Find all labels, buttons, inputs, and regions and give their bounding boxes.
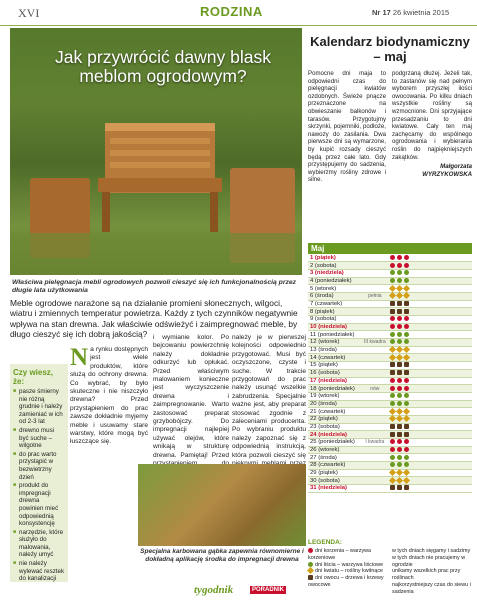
tip-item: ■ do prac warto przystąpić w bezwietrzny dzień: [13, 451, 65, 481]
day-type-icon: [397, 462, 402, 467]
brand-badge: PORADNIK: [252, 587, 285, 593]
calendar-month: Maj: [308, 243, 472, 254]
day-type-icon: [403, 285, 410, 292]
day-type-icon: [403, 469, 410, 476]
day-type-cell: [388, 485, 472, 493]
calendar-author: Małgorzata WYRZYKOWSKA: [422, 163, 472, 178]
legend-right: [392, 548, 472, 596]
day-type-cell: [388, 323, 472, 331]
legend-item: [308, 568, 388, 575]
moon-phase: I kwadra: [362, 439, 388, 447]
calendar-title: Kalendarz biodynamiczny – maj: [310, 34, 470, 64]
day-type-icon: [404, 278, 409, 283]
calendar-row: [308, 385, 472, 393]
calendar-row: [308, 439, 472, 447]
calendar-row: [308, 485, 472, 493]
day-type-icon: [397, 278, 402, 283]
day-type-icon: [390, 462, 395, 467]
day-type-icon: [396, 346, 403, 353]
moon-phase: [362, 369, 388, 377]
day-type-cell: [388, 415, 472, 423]
calendar-row: [308, 339, 472, 347]
tip-item: ■ nie należy wylewać resztek do kanalizacji: [13, 560, 65, 583]
day-type-cell: [388, 469, 472, 477]
day-type-icon: [404, 339, 409, 344]
calendar-row: [308, 300, 472, 308]
day-type-cell: [388, 462, 472, 470]
day-type-icon: [390, 424, 395, 429]
calendar-row: [308, 423, 472, 431]
moon-phase: [362, 254, 388, 262]
sponge-photo: [138, 464, 306, 546]
day-type-cell: [388, 431, 472, 439]
day-type-icon: [390, 439, 395, 444]
day-type-icon: [404, 362, 409, 367]
calendar-day: 18 (poniedziałek): [308, 385, 362, 393]
day-type-icon: [397, 386, 402, 391]
moon-phase: [362, 269, 388, 277]
day-type-cell: [388, 300, 472, 308]
day-type-icon: [404, 432, 409, 437]
calendar-day: 21 (czwartek): [308, 408, 362, 416]
calendar-day: 27 (środa): [308, 454, 362, 462]
moon-phase: [362, 415, 388, 423]
calendar-row: [308, 377, 472, 385]
calendar-row: [308, 431, 472, 439]
day-type-icon: [397, 332, 402, 337]
moon-phase: [362, 308, 388, 316]
calendar-legend: [308, 539, 472, 595]
day-type-icon: [397, 424, 402, 429]
moon-phase: [362, 300, 388, 308]
day-type-icon: [390, 455, 395, 460]
publication-footer: [168, 584, 308, 598]
article-title: Jak przywrócić dawny blask meblom ogrodowym?: [55, 47, 271, 86]
day-type-icon: [397, 309, 402, 314]
tip-item: ■ produkt do impregnacji drewna powinien mieć odpowiednią konsystencję: [13, 482, 65, 528]
calendar-day: 31 (niedziela): [308, 485, 362, 493]
calendar-row: [308, 446, 472, 454]
day-type-cell: [388, 362, 472, 370]
calendar-day: 24 (niedziela): [308, 431, 362, 439]
calendar-row: [308, 369, 472, 377]
day-type-icon: [403, 292, 410, 299]
day-type-icon: [403, 408, 410, 415]
calendar-row: [308, 392, 472, 400]
day-type-icon: [396, 415, 403, 422]
day-type-icon: [390, 370, 395, 375]
moon-phase: [362, 346, 388, 354]
did-you-know-box: [10, 364, 68, 582]
dropcap: N: [70, 344, 89, 371]
calendar-day: 14 (czwartek): [308, 354, 362, 362]
day-type-icon: [404, 332, 409, 337]
day-type-icon: [390, 301, 395, 306]
calendar-day: 17 (niedziela): [308, 377, 362, 385]
legend-item: unikamy wszelkich prac przy roślinach: [392, 568, 461, 582]
day-type-cell: [388, 277, 472, 285]
calendar-day: 9 (sobota): [308, 316, 362, 324]
day-type-icon: [390, 401, 395, 406]
calendar-day: 8 (piątek): [308, 308, 362, 316]
calendar-row: [308, 477, 472, 485]
day-type-icon: [404, 386, 409, 391]
photo-caption: Właściwa pielęgnacja mebli ogrodowych pozwoli cieszyć się ich funkcjonalnością przez długie lata użytkowania: [12, 279, 297, 294]
day-type-cell: [388, 423, 472, 431]
flower-day-icon: [307, 567, 314, 574]
calendar-day: 23 (sobota): [308, 423, 362, 431]
day-type-icon: [390, 316, 395, 321]
day-type-icon: [397, 339, 402, 344]
leaf-day-icon: [308, 562, 313, 567]
moon-phase: [362, 362, 388, 370]
calendar-row: [308, 323, 472, 331]
day-type-icon: [404, 255, 409, 260]
root-day-icon: [308, 548, 313, 553]
day-type-icon: [404, 309, 409, 314]
day-type-icon: [389, 415, 396, 422]
calendar-row: [308, 415, 472, 423]
day-type-icon: [397, 316, 402, 321]
day-type-icon: [397, 432, 402, 437]
day-type-icon: [390, 255, 395, 260]
day-type-icon: [404, 270, 409, 275]
day-type-icon: [390, 278, 395, 283]
day-type-cell: [388, 331, 472, 339]
moon-phase: III kwadra: [364, 339, 386, 346]
day-type-icon: [404, 301, 409, 306]
calendar-day: 22 (piątek): [308, 415, 362, 423]
day-type-icon: [397, 362, 402, 367]
day-type-icon: [397, 263, 402, 268]
day-type-icon: [397, 485, 402, 490]
day-type-icon: [396, 477, 403, 484]
issue-date: 26 kwietnia 2015: [392, 8, 450, 17]
calendar-day: 26 (wtorek): [308, 446, 362, 454]
calendar-day: 6 (środa): [308, 292, 362, 300]
calendar-row: [308, 262, 472, 270]
day-type-icon: [396, 354, 403, 361]
day-type-icon: [397, 270, 402, 275]
moon-phase: pełnia: [362, 292, 388, 300]
moon-phase: [362, 400, 388, 408]
day-type-icon: [390, 324, 395, 329]
issue-info: [372, 8, 449, 17]
article-column-1: [70, 346, 148, 447]
day-type-icon: [404, 424, 409, 429]
moon-phase: [362, 485, 388, 493]
legend-item: [308, 548, 388, 562]
calendar-day: 10 (niedziela): [308, 323, 362, 331]
day-type-icon: [390, 339, 395, 344]
day-type-cell: [388, 446, 472, 454]
day-type-cell: [388, 354, 472, 362]
day-type-cell: [388, 385, 472, 393]
calendar-day: 30 (sobota): [308, 477, 362, 485]
calendar-day: 4 (poniedziałek): [308, 277, 362, 285]
moon-phase: [362, 431, 388, 439]
calendar-day: 20 (środa): [308, 400, 362, 408]
moon-phase: [362, 323, 388, 331]
day-type-icon: [404, 455, 409, 460]
day-type-icon: [397, 378, 402, 383]
legend-item: [308, 575, 388, 589]
day-type-icon: [390, 485, 395, 490]
calendar-row: [308, 285, 472, 293]
moon-phase: nów: [362, 385, 388, 393]
moon-phase: [362, 262, 388, 270]
fruit-day-icon: [308, 575, 313, 580]
day-type-icon: [397, 455, 402, 460]
moon-phase: [362, 316, 388, 324]
article-lead: Meble ogrodowe narażone są na działanie promieni słonecznych, wilgoci, wiatru i zmiennych temperatur powietrza. Każdy z tych czynników negatywnie wpływa na stan drewna. Jak właściwie odświeżyć i zaimpregnować meble, by długo cieszyć się ich dobrą jakością?: [10, 298, 298, 340]
day-type-icon: [390, 263, 395, 268]
day-type-icon: [389, 346, 396, 353]
day-type-icon: [404, 447, 409, 452]
day-type-icon: [390, 393, 395, 398]
calendar-day: 13 (środa): [308, 346, 362, 354]
column-3-text: należy je w pierwszej kolejności odpowiednio przygotować. Musi być oczyszczone, czyste i suche. W trakcie przygotowań do prac należy usunąć wszelkie zabrudzenia. Specjalnie ważne jest, aby preparat stosować zgodnie z zaleceniami producenta. Po wybraniu produktu należy zapoznać się z odpowiednią instrukcją, która pozwoli cieszyć się: [232, 334, 306, 459]
calendar-table: [308, 243, 472, 493]
day-type-icon: [390, 362, 395, 367]
calendar-row: [308, 269, 472, 277]
day-type-icon: [396, 292, 403, 299]
day-type-icon: [404, 462, 409, 467]
day-type-icon: [397, 393, 402, 398]
day-type-icon: [403, 415, 410, 422]
calendar-day: 12 (wtorek): [308, 339, 362, 347]
calendar-row: [308, 408, 472, 416]
moon-phase: [362, 354, 388, 362]
day-type-icon: [397, 401, 402, 406]
article-photo: [10, 28, 302, 275]
column-1-text: a rynku dostępnych jest wiele produktów, które służą do ochrony drewna. Co wybrać, by było skuteczne i nie niszczyło drewna? Przed przystąpieniem do prac zawsze dokładnie myjemy meble i usuwamy stare warstwy, które mogą być łuszczące się.: [70, 346, 148, 446]
issue-number: 17: [382, 8, 391, 17]
calendar-day: 29 (piątek): [308, 469, 362, 477]
calendar-day: 19 (wtorek): [308, 392, 362, 400]
moon-phase: [362, 408, 388, 416]
article-column-2: i wymianie kolor. Po bejcowaniu powierzchnię należy dokładnie odkurzyć lub opłukać. Przed właściwym malowaniem konieczne jest wyczyszczenie drewna i zaimpregnowanie. Warto zastosować preparat grzybobójczy. Do impregnacji najlepiej używać olejów, które wnikają w strukturę drewna. Pamiętaj! Przed: [153, 334, 229, 459]
day-type-icon: [390, 332, 395, 337]
moon-phase: [362, 423, 388, 431]
day-type-icon: [397, 447, 402, 452]
day-type-cell: [388, 308, 472, 316]
moon-phase: [362, 446, 388, 454]
legend-left-1: dni liścia – warzywa liściowe: [315, 561, 384, 568]
legend-left-3: dni owocu – drzewa i krzewy owocowe: [308, 575, 384, 588]
calendar-day: 11 (poniedziałek): [308, 331, 362, 339]
calendar-day: 25 (poniedziałek): [308, 439, 362, 447]
day-type-cell: [388, 400, 472, 408]
section-title: RODZINA: [200, 4, 263, 19]
moon-phase: [362, 277, 388, 285]
calendar-row: [308, 400, 472, 408]
day-type-icon: [390, 447, 395, 452]
day-type-cell: [388, 439, 472, 447]
moon-phase: [362, 377, 388, 385]
day-type-icon: [389, 469, 396, 476]
day-type-cell: [388, 316, 472, 324]
tips-list: [13, 388, 65, 583]
calendar-row: [308, 362, 472, 370]
page-header: [0, 0, 477, 26]
day-type-icon: [397, 255, 402, 260]
calendar-row: [308, 292, 472, 300]
day-type-cell: [388, 262, 472, 270]
calendar-day: 7 (czwartek): [308, 300, 362, 308]
moon-phase: [362, 331, 388, 339]
day-type-icon: [390, 378, 395, 383]
day-type-icon: [403, 477, 410, 484]
brand-logo: tygodnik: [194, 584, 234, 596]
day-type-cell: [388, 408, 472, 416]
day-type-icon: [404, 401, 409, 406]
moon-phase: [362, 462, 388, 470]
day-type-icon: [404, 324, 409, 329]
day-type-cell: [388, 377, 472, 385]
calendar-day: 1 (piątek): [308, 254, 362, 262]
calendar-day: 15 (piątek): [308, 362, 362, 370]
calendar-row: [308, 454, 472, 462]
day-type-icon: [404, 439, 409, 444]
day-type-icon: [404, 485, 409, 490]
calendar-day: 5 (wtorek): [308, 285, 362, 293]
calendar-text-1: Pomocne dni maja to odpowiedni czas do pielęgnacji kwiatów ozdobnych. Świeże pnącze przeznaczone na obwieszanie balkonów i tarasów. Przygotujmy skrzynki, pojemniki, podłoże, nawozy do zasilania. Dwa pierwsze dni są wymarzone, by kupić rozsady cieszyć będą przez całe lato. Gdy przystępujemy do sadzenia, wybierzmy rośliny zdrowe i silne.: [308, 70, 386, 184]
calendar-day: 28 (czwartek): [308, 462, 362, 470]
legend-title: LEGENDA:: [308, 539, 342, 546]
calendar-row: [308, 354, 472, 362]
calendar-text-2-body: podgrzaną dłużej. Jeżeli tak, to zastanów się nad pełnym wyborem przyszłej ilości owocowania. Po kilku dniach wszystkie rośliny są wzmocnione. Dni sprzyjające przesadzaniu to dni kwiatowe. Cały ten maj zachęcamy do wspólnego ogrodowania i wybierania roślin do najpiękniejszych zakątków.: [392, 70, 472, 161]
moon-phase: [362, 477, 388, 485]
legend-left: [308, 548, 388, 589]
moon-phase: [362, 469, 388, 477]
tip-item: ■ narzędzie, które służyło do malowania, należy umyć: [13, 529, 65, 559]
calendar-row: [308, 346, 472, 354]
day-type-icon: [403, 354, 410, 361]
calendar-table-wrap: [308, 243, 472, 493]
day-type-icon: [404, 316, 409, 321]
day-type-icon: [390, 386, 395, 391]
day-type-cell: [388, 454, 472, 462]
day-type-icon: [397, 439, 402, 444]
day-type-cell: [388, 292, 472, 300]
day-type-cell: [388, 392, 472, 400]
day-type-cell: [388, 477, 472, 485]
legend-item: [308, 562, 388, 569]
day-type-cell: [388, 339, 472, 347]
day-type-icon: [390, 270, 395, 275]
day-type-icon: [404, 393, 409, 398]
calendar-row: [308, 469, 472, 477]
moon-phase: [362, 285, 388, 293]
day-type-icon: [404, 370, 409, 375]
day-type-cell: [388, 269, 472, 277]
day-type-icon: [390, 432, 395, 437]
day-type-icon: [403, 346, 410, 353]
day-type-cell: [388, 369, 472, 377]
calendar-day: 3 (niedziela): [308, 269, 362, 277]
day-type-icon: [389, 354, 396, 361]
day-type-icon: [390, 309, 395, 314]
tips-heading: Czy wiesz, że:: [13, 368, 54, 386]
day-type-cell: [388, 254, 472, 262]
calendar-text-2: [392, 70, 472, 178]
moon-phase: [362, 454, 388, 462]
day-type-icon: [389, 477, 396, 484]
moon-phase: [362, 392, 388, 400]
calendar-row: [308, 277, 472, 285]
page-number: XVI: [18, 6, 40, 20]
day-type-cell: [388, 346, 472, 354]
legend-item: w tych dniach sięgamy i sadzimy: [392, 548, 471, 554]
tip-item: ■ drewno musi być suche – wilgotne: [13, 427, 65, 450]
day-type-icon: [397, 301, 402, 306]
tip-item: ■ pasze śmierny nie różną grudnie i należy zamieniać w ich od 2-3 lat: [13, 388, 65, 426]
sponge-caption: Specjalna karbowana gąbka zapewnia równomierne i dokładną aplikację środka do impregnacji drewna: [140, 548, 304, 563]
calendar-row: [308, 254, 472, 262]
day-type-cell: [388, 285, 472, 293]
calendar-day: 2 (sobota): [308, 262, 362, 270]
day-type-icon: [397, 324, 402, 329]
legend-item: najkorzystniejszy czas do siewu i sadzenia: [392, 581, 471, 595]
day-type-icon: [389, 292, 396, 299]
issue-label: Nr: [372, 8, 381, 17]
calendar-row: [308, 308, 472, 316]
calendar-row: [308, 331, 472, 339]
day-type-icon: [396, 469, 403, 476]
calendar-row: [308, 316, 472, 324]
calendar-day: 16 (sobota): [308, 369, 362, 377]
calendar-row: [308, 462, 472, 470]
day-type-icon: [404, 378, 409, 383]
day-type-icon: [397, 370, 402, 375]
legend-left-0: dni korzenia – warzywa korzeniowe: [308, 548, 372, 561]
legend-left-2: dni kwiatu – rośliny kwitnące: [315, 568, 384, 575]
legend-item: w tych dniach nie pracujemy w ogrodzie: [392, 554, 466, 568]
day-type-icon: [404, 263, 409, 268]
